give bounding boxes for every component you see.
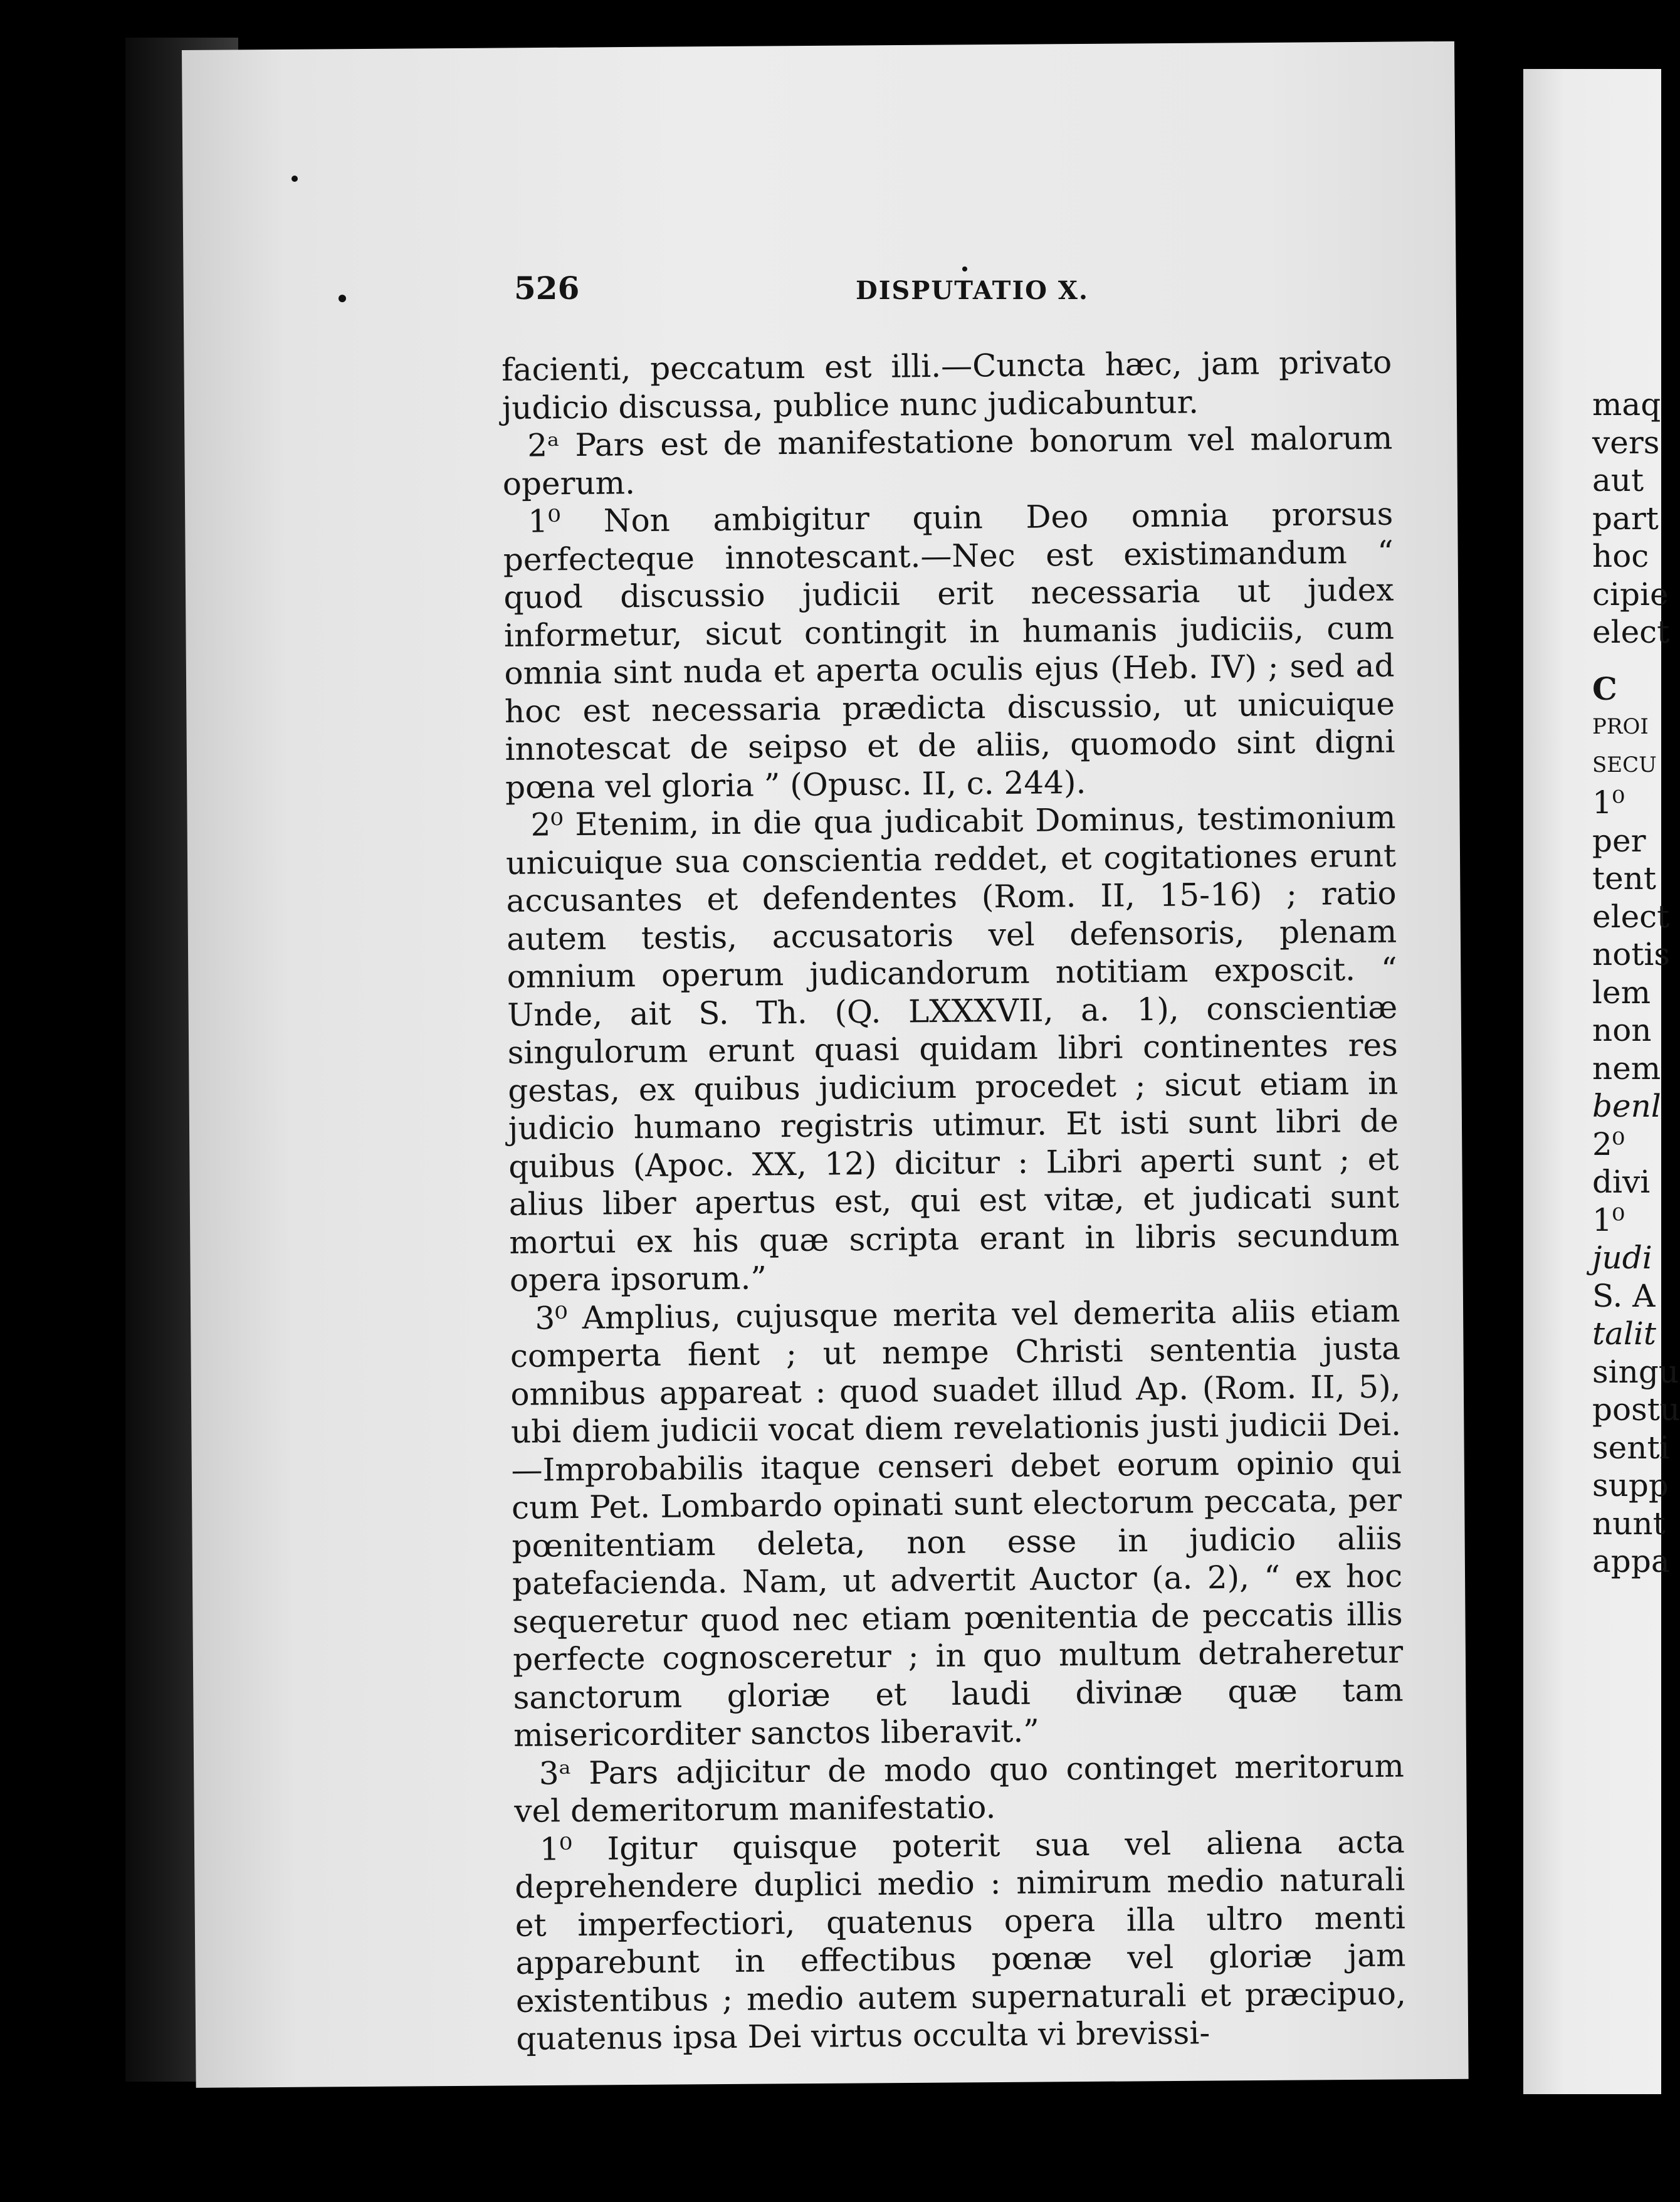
right-fragment: maq (1592, 386, 1661, 423)
right-fragment: 1⁰ (1592, 1201, 1625, 1238)
right-fragment: part (1592, 500, 1659, 537)
page-number: 526 (514, 270, 580, 307)
right-fragment: senti (1592, 1429, 1670, 1466)
right-fragment: cipie (1592, 576, 1669, 613)
paragraph: 1⁰ Non ambigitur quin Deo omnia prorsus perfecteque innotescant.—Nec est existimandum “ quod discussio judicii erit necessaria ut judex informetur, sicut contingit in humanis judiciis, cum omnia sint nuda et aperta oculis ejus (Heb. IV) ; sed ad hoc est necessaria prædicta discussio, ut unicuique innotescat de seipso et de aliis, quomodo sint digni pœna vel gloria ” (Opusc. II, c. 244). (503, 495, 1395, 806)
right-fragment: SECU (1592, 752, 1657, 777)
right-fragment: 2⁰ (1592, 1125, 1625, 1162)
right-fragment: benl (1592, 1088, 1661, 1124)
right-fragment: aut (1592, 462, 1644, 498)
right-fragment: elect (1592, 898, 1670, 935)
running-title: DISPUTATIO X. (856, 276, 1089, 305)
body-text (501, 344, 1407, 2058)
right-fragment: notis (1592, 936, 1671, 972)
right-fragment: vers (1592, 424, 1660, 461)
right-fragment: elect (1592, 614, 1670, 650)
page-header (514, 270, 1392, 320)
right-fragment: nem (1592, 1050, 1661, 1087)
right-fragment: hoc (1592, 538, 1649, 574)
right-fragment: supp (1592, 1467, 1669, 1504)
right-fragment: nunt (1592, 1505, 1666, 1542)
right-fragment: tent (1592, 860, 1656, 897)
right-fragment: lem (1592, 974, 1651, 1011)
right-fragment: C (1592, 670, 1617, 707)
right-fragment: non (1592, 1012, 1652, 1048)
scan-speck (339, 295, 346, 302)
right-fragment: PROI (1592, 714, 1649, 739)
paragraph: 1⁰ Igitur quisque poterit sua vel aliena acta deprehendere duplici medio : nimirum medio naturali et imperfectiori, quatenus opera illa ultro menti apparebunt in effectibus pœnæ vel gloriæ jam existentibus ; medio autem supernaturali et præcipuo, quatenus ipsa Dei virtus occulta vi brevissi- (515, 1823, 1407, 2057)
right-fragment: appa (1592, 1543, 1670, 1579)
paragraph: 3⁰ Amplius, cujusque merita vel demerita aliis etiam comperta fient ; ut nempe Christi sententia justa omnibus appareat : quod suadet illud Ap. (Rom. II, 5), ubi diem judicii vocat diem revelationis justi judicii Dei.—Improbabilis itaque censeri debet eorum opinio qui cum Pet. Lombardo opinati sunt electorum peccata, per pœnitentiam deleta, non esse in judicio aliis patefacienda. Nam, ut advertit Auctor (a. 2), “ ex hoc sequeretur quod nec etiam pœnitentia de peccatis illis perfecte cognosceretur ; in quo multum detraheretur sanctorum gloriæ et laudi divinæ quæ tam misericorditer sanctos liberavit.” (510, 1292, 1404, 1754)
right-page-text (1592, 386, 1680, 1903)
right-fragment: singu (1592, 1353, 1679, 1390)
paragraph: 2⁰ Etenim, in die qua judicabit Dominus, testimonium unicuique sua conscientia reddet, et cogitationes erunt accusantes et defendentes (Rom. II, 15-16) ; ratio autem testis, accusatoris vel defensoris, plenam omnium operum judicandorum notitiam exposcit. “ Unde, ait S. Th. (Q. LXXXVII, a. 1), conscientiæ singulorum erunt quasi quidam libri continentes res gestas, ex quibus judicium procedet ; sicut etiam in judicio humano registris utimur. Et isti sunt libri de quibus (Apoc. XX, 12) dicitur : Libri aperti sunt ; et alius liber apertus est, qui est vitæ, et judicati sunt mortui ex his quæ scripta erant in libris secundum opera ipsorum.” (505, 799, 1400, 1299)
right-fragment: per (1592, 822, 1646, 859)
paragraph: 3ᵃ Pars adjicitur de modo quo continget meritorum vel demeritorum manifestatio. (514, 1747, 1404, 1830)
right-fragment: 1⁰ (1592, 784, 1625, 821)
right-fragment: S. A (1592, 1277, 1656, 1314)
paragraph: facienti, peccatum est illi.—Cuncta hæc, jam privato judicio discussa, publice nunc judicabuntur. (501, 344, 1392, 426)
right-fragment: talit (1592, 1315, 1656, 1352)
spacer (1592, 651, 1655, 670)
right-fragment: postu (1592, 1391, 1680, 1428)
right-fragment: divi (1592, 1164, 1651, 1200)
paragraph: 2ᵃ Pars est de manifestatione bonorum vel malorum operum. (502, 419, 1393, 502)
scan-speck (291, 176, 298, 182)
right-fragment: judi (1592, 1240, 1652, 1276)
